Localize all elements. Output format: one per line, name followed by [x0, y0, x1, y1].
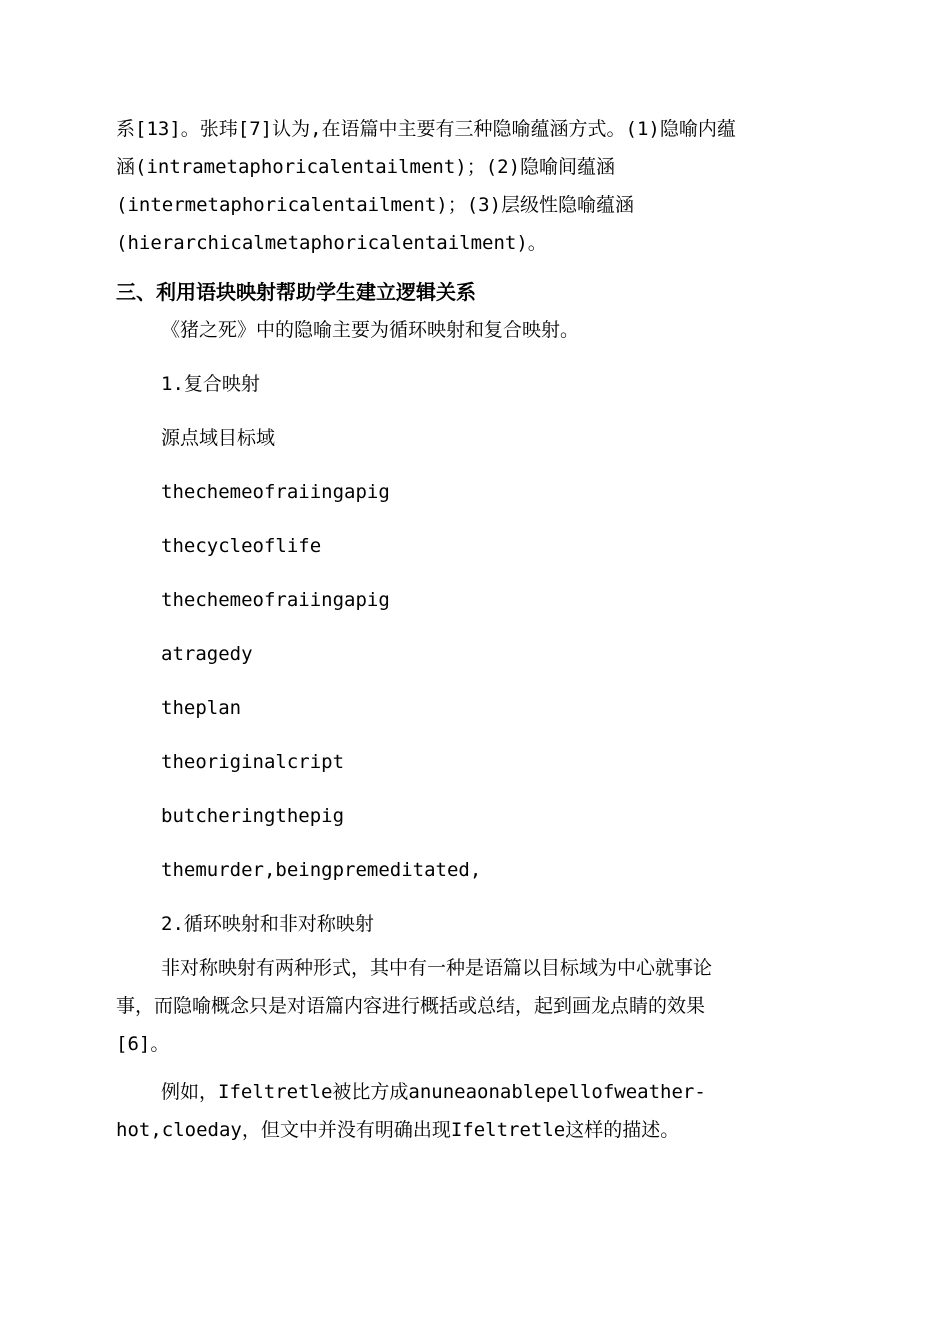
para1-line-2: 事，而隐喻概念只是对语篇内容进行概括或总结，起到画龙点睛的效果: [116, 995, 706, 1017]
list-item: butcheringthepig: [161, 805, 345, 827]
list-item: theplan: [161, 697, 242, 719]
section-heading: 三、利用语块映射帮助学生建立逻辑关系: [116, 280, 476, 304]
list-item: 1.复合映射: [161, 373, 260, 395]
intro-line-2: 涵(intrametaphoricalentailment)；(2)隐喻间蕴涵: [116, 156, 616, 178]
intro-line-4: (hierarchicalmetaphoricalentailment)。: [116, 232, 547, 254]
list-item: themurder,beingpremeditated,: [161, 859, 482, 881]
document-page: [116, 110, 826, 1149]
intro-line-1: 系[13]。张玮[7]认为,在语篇中主要有三种隐喻蕴涵方式。(1)隐喻内蕴: [116, 118, 736, 140]
para1-line-3: [6]。: [116, 1033, 170, 1055]
intro-line-3: (intermetaphoricalentailment)；(3)层级性隐喻蕴涵: [116, 194, 635, 216]
intro-paragraph: [116, 110, 826, 262]
list-item: 源点域目标域: [161, 427, 276, 449]
list-item: 《猪之死》中的隐喻主要为循环映射和复合映射。: [161, 319, 580, 341]
list-item: atragedy: [161, 643, 253, 665]
list-item: theoriginalcript: [161, 751, 345, 773]
list-item: thecycleoflife: [161, 535, 322, 557]
list-item: thechemeofraiingapig: [161, 589, 390, 611]
para2-line-1: 例如，Ifeltretle被比方成anuneaonablepellofweather-: [161, 1081, 706, 1103]
paragraph-gap: [116, 1063, 826, 1073]
para1-line-1: 非对称映射有两种形式，其中有一种是语篇以目标域为中心就事论: [161, 957, 713, 979]
list-item: 2.循环映射和非对称映射: [161, 913, 374, 935]
mapping-list: [116, 315, 826, 949]
list-item: thechemeofraiingapig: [161, 481, 390, 503]
example-paragraph: [116, 1073, 826, 1149]
para2-line-2: hot,cloeday，但文中并没有明确出现Ifeltretle这样的描述。: [116, 1119, 680, 1141]
asymmetric-mapping-paragraph: [116, 949, 826, 1063]
